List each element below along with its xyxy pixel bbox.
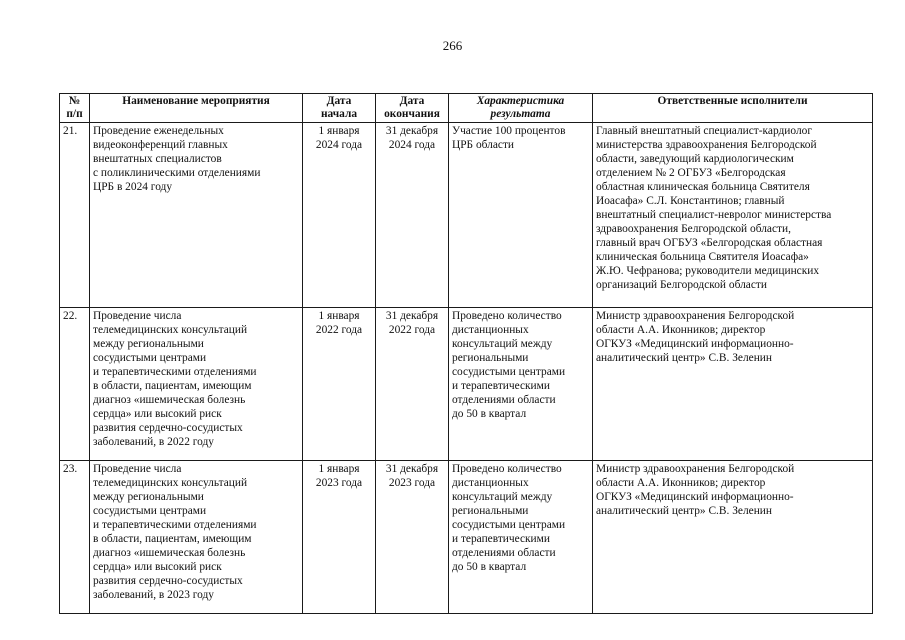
header-responsible: Ответственные исполнители [593, 94, 873, 123]
header-end-date: Дата окончания [376, 94, 449, 123]
activity-name: Проведение числа телемедицинских консультаций между региональными сосудистыми центрами и терапевтическими отделениями в области, пациентам, имеющим диагноз «ишемическая болезнь сердца» или высокий риск развития сердечно-сосудистых заболеваний, в 2022 году [90, 308, 303, 461]
header-start-date: Дата начала [303, 94, 376, 123]
start-date: 1 января 2023 года [303, 461, 376, 614]
header-result: Характеристика результата [449, 94, 593, 123]
activity-name: Проведение числа телемедицинских консультаций между региональными сосудистыми центрами и терапевтическими отделениями в области, пациентам, имеющим диагноз «ишемическая болезнь сердца» или высокий риск развития сердечно-сосудистых заболеваний, в 2023 году [90, 461, 303, 614]
result: Участие 100 процентов ЦРБ области [449, 123, 593, 308]
page-number: 266 [442, 38, 463, 53]
activity-name: Проведение еженедельных видеоконференций главных внештатных специалистов с поликлиническими отделениями ЦРБ в 2024 году [90, 123, 303, 308]
table-header-row [60, 94, 873, 123]
result: Проведено количество дистанционных консультаций между региональными сосудистыми центрами и терапевтическими отделениями области до 50 в квартал [449, 308, 593, 461]
result: Проведено количество дистанционных консультаций между региональными сосудистыми центрами и терапевтическими отделениями области до 50 в квартал [449, 461, 593, 614]
end-date: 31 декабря 2023 года [376, 461, 449, 614]
header-num: № п/п [60, 94, 90, 123]
activities-table [59, 93, 873, 614]
table-row [60, 123, 873, 308]
table-row [60, 461, 873, 614]
row-number: 23. [60, 461, 90, 614]
responsible: Министр здравоохранения Белгородской области А.А. Иконников; директор ОГКУЗ «Медицинский информационно- аналитический центр» С.В. Зеленин [593, 461, 873, 614]
start-date: 1 января 2024 года [303, 123, 376, 308]
table-row [60, 308, 873, 461]
start-date: 1 января 2022 года [303, 308, 376, 461]
end-date: 31 декабря 2024 года [376, 123, 449, 308]
row-number: 21. [60, 123, 90, 308]
responsible: Министр здравоохранения Белгородской области А.А. Иконников; директор ОГКУЗ «Медицинский информационно- аналитический центр» С.В. Зеленин [593, 308, 873, 461]
responsible: Главный внештатный специалист-кардиолог министерства здравоохранения Белгородской области, заведующий кардиологическим отделением № 2 ОГБУЗ «Белгородская областная клиническая больница Святителя Иоасафа» С.Л. Константинов; главный внештатный специалист-невролог министерства здравоохранения Белгородской области, главный врач ОГБУЗ «Белгородская областная клиническая больница Святителя Иоасафа» Ж.Ю. Чефранова; руководители медицинских организаций Белгородской области [593, 123, 873, 308]
end-date: 31 декабря 2022 года [376, 308, 449, 461]
header-name: Наименование мероприятия [90, 94, 303, 123]
row-number: 22. [60, 308, 90, 461]
